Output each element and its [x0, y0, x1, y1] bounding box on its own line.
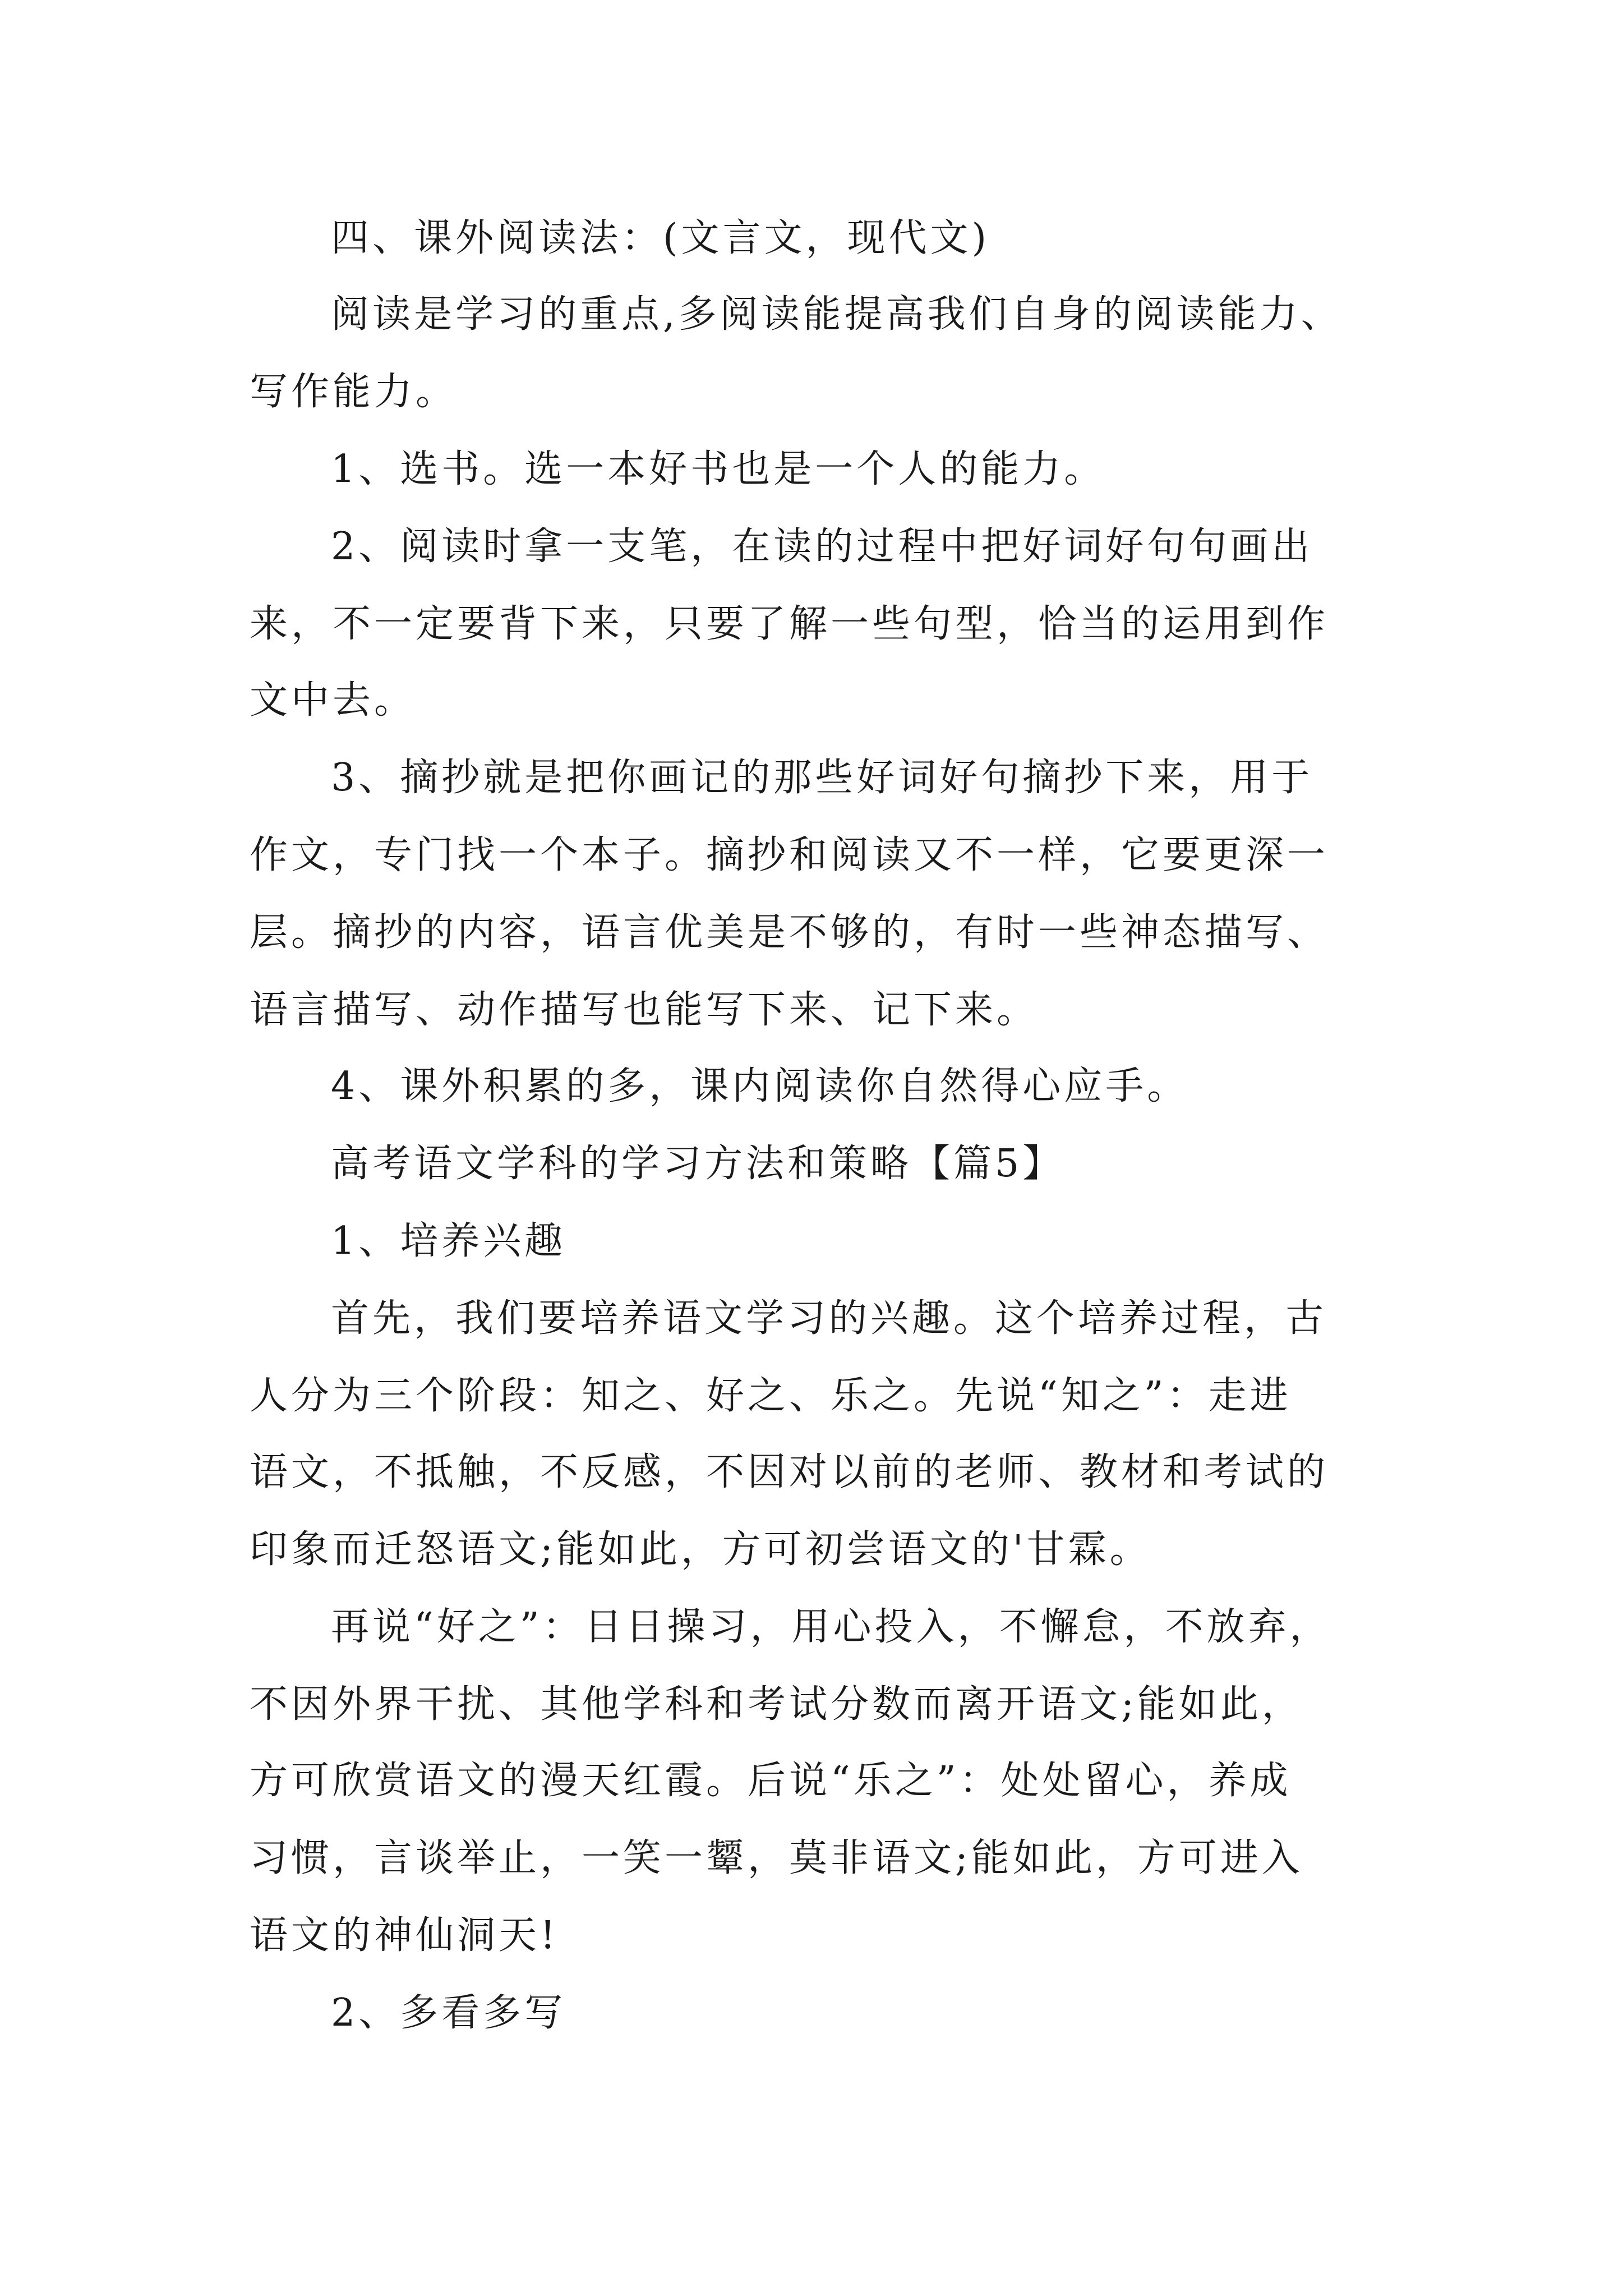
paragraph-line: 方可欣赏语文的漫天红霞。后说“乐之”：处处留心，养成 — [250, 1759, 1292, 1803]
paragraph-line: 语文，不抵触，不反感，不因对以前的老师、教材和考试的 — [250, 1450, 1329, 1494]
section-heading-extracurricular-reading: 四、课外阅读法：(文言文，现代文) — [331, 216, 990, 260]
paragraph-line: 语言描写、动作描写也能写下来、记下来。 — [250, 988, 1039, 1032]
paragraph-line: 写作能力。 — [250, 370, 458, 414]
paragraph-line: 印象而迁怒语文;能如此，方可初尝语文的'甘霖。 — [250, 1527, 1151, 1572]
paragraph-line: 习惯，言谈举止，一笑一颦，莫非语文;能如此，方可进入 — [250, 1836, 1303, 1880]
list-heading-line: 2、多看多写 — [331, 1991, 566, 2035]
paragraph-line: 层。摘抄的内容，语言优美是不够的，有时一些神态描写、 — [250, 910, 1329, 955]
paragraph-line: 不因外界干扰、其他学科和考试分数而离开语文;能如此， — [250, 1682, 1303, 1727]
list-item-line: 1、选书。选一本好书也是一个人的能力。 — [331, 447, 1106, 491]
list-item-line: 2、阅读时拿一支笔，在读的过程中把好词好句句画出 — [331, 524, 1313, 569]
paragraph-line: 来，不一定要背下来，只要了解一些句型，恰当的运用到作 — [250, 602, 1329, 646]
paragraph-line: 首先，我们要培养语文学习的兴趣。这个培养过程，古 — [331, 1296, 1327, 1341]
article-subtitle: 高考语文学科的学习方法和策略【篇5】 — [331, 1142, 1064, 1186]
list-item-line: 3、摘抄就是把你画记的那些好词好句摘抄下来，用于 — [331, 756, 1313, 800]
paragraph-line: 再说“好之”：日日操习，用心投入，不懈怠，不放弃， — [331, 1605, 1331, 1649]
list-heading-line: 1、培养兴趣 — [331, 1219, 566, 1263]
paragraph-line: 人分为三个阶段：知之、好之、乐之。先说“知之”：走进 — [250, 1374, 1292, 1418]
paragraph-line: 作文，专门找一个本子。摘抄和阅读又不一样，它要更深一 — [250, 833, 1329, 877]
paragraph-line: 语文的神仙洞天! — [250, 1913, 559, 1958]
paragraph-line: 文中去。 — [250, 678, 416, 723]
paragraph-line: 阅读是学习的重点,多阅读能提高我们自身的阅读能力、 — [331, 292, 1343, 337]
list-item-line: 4、课外积累的多，课内阅读你自然得心应手。 — [331, 1064, 1189, 1108]
